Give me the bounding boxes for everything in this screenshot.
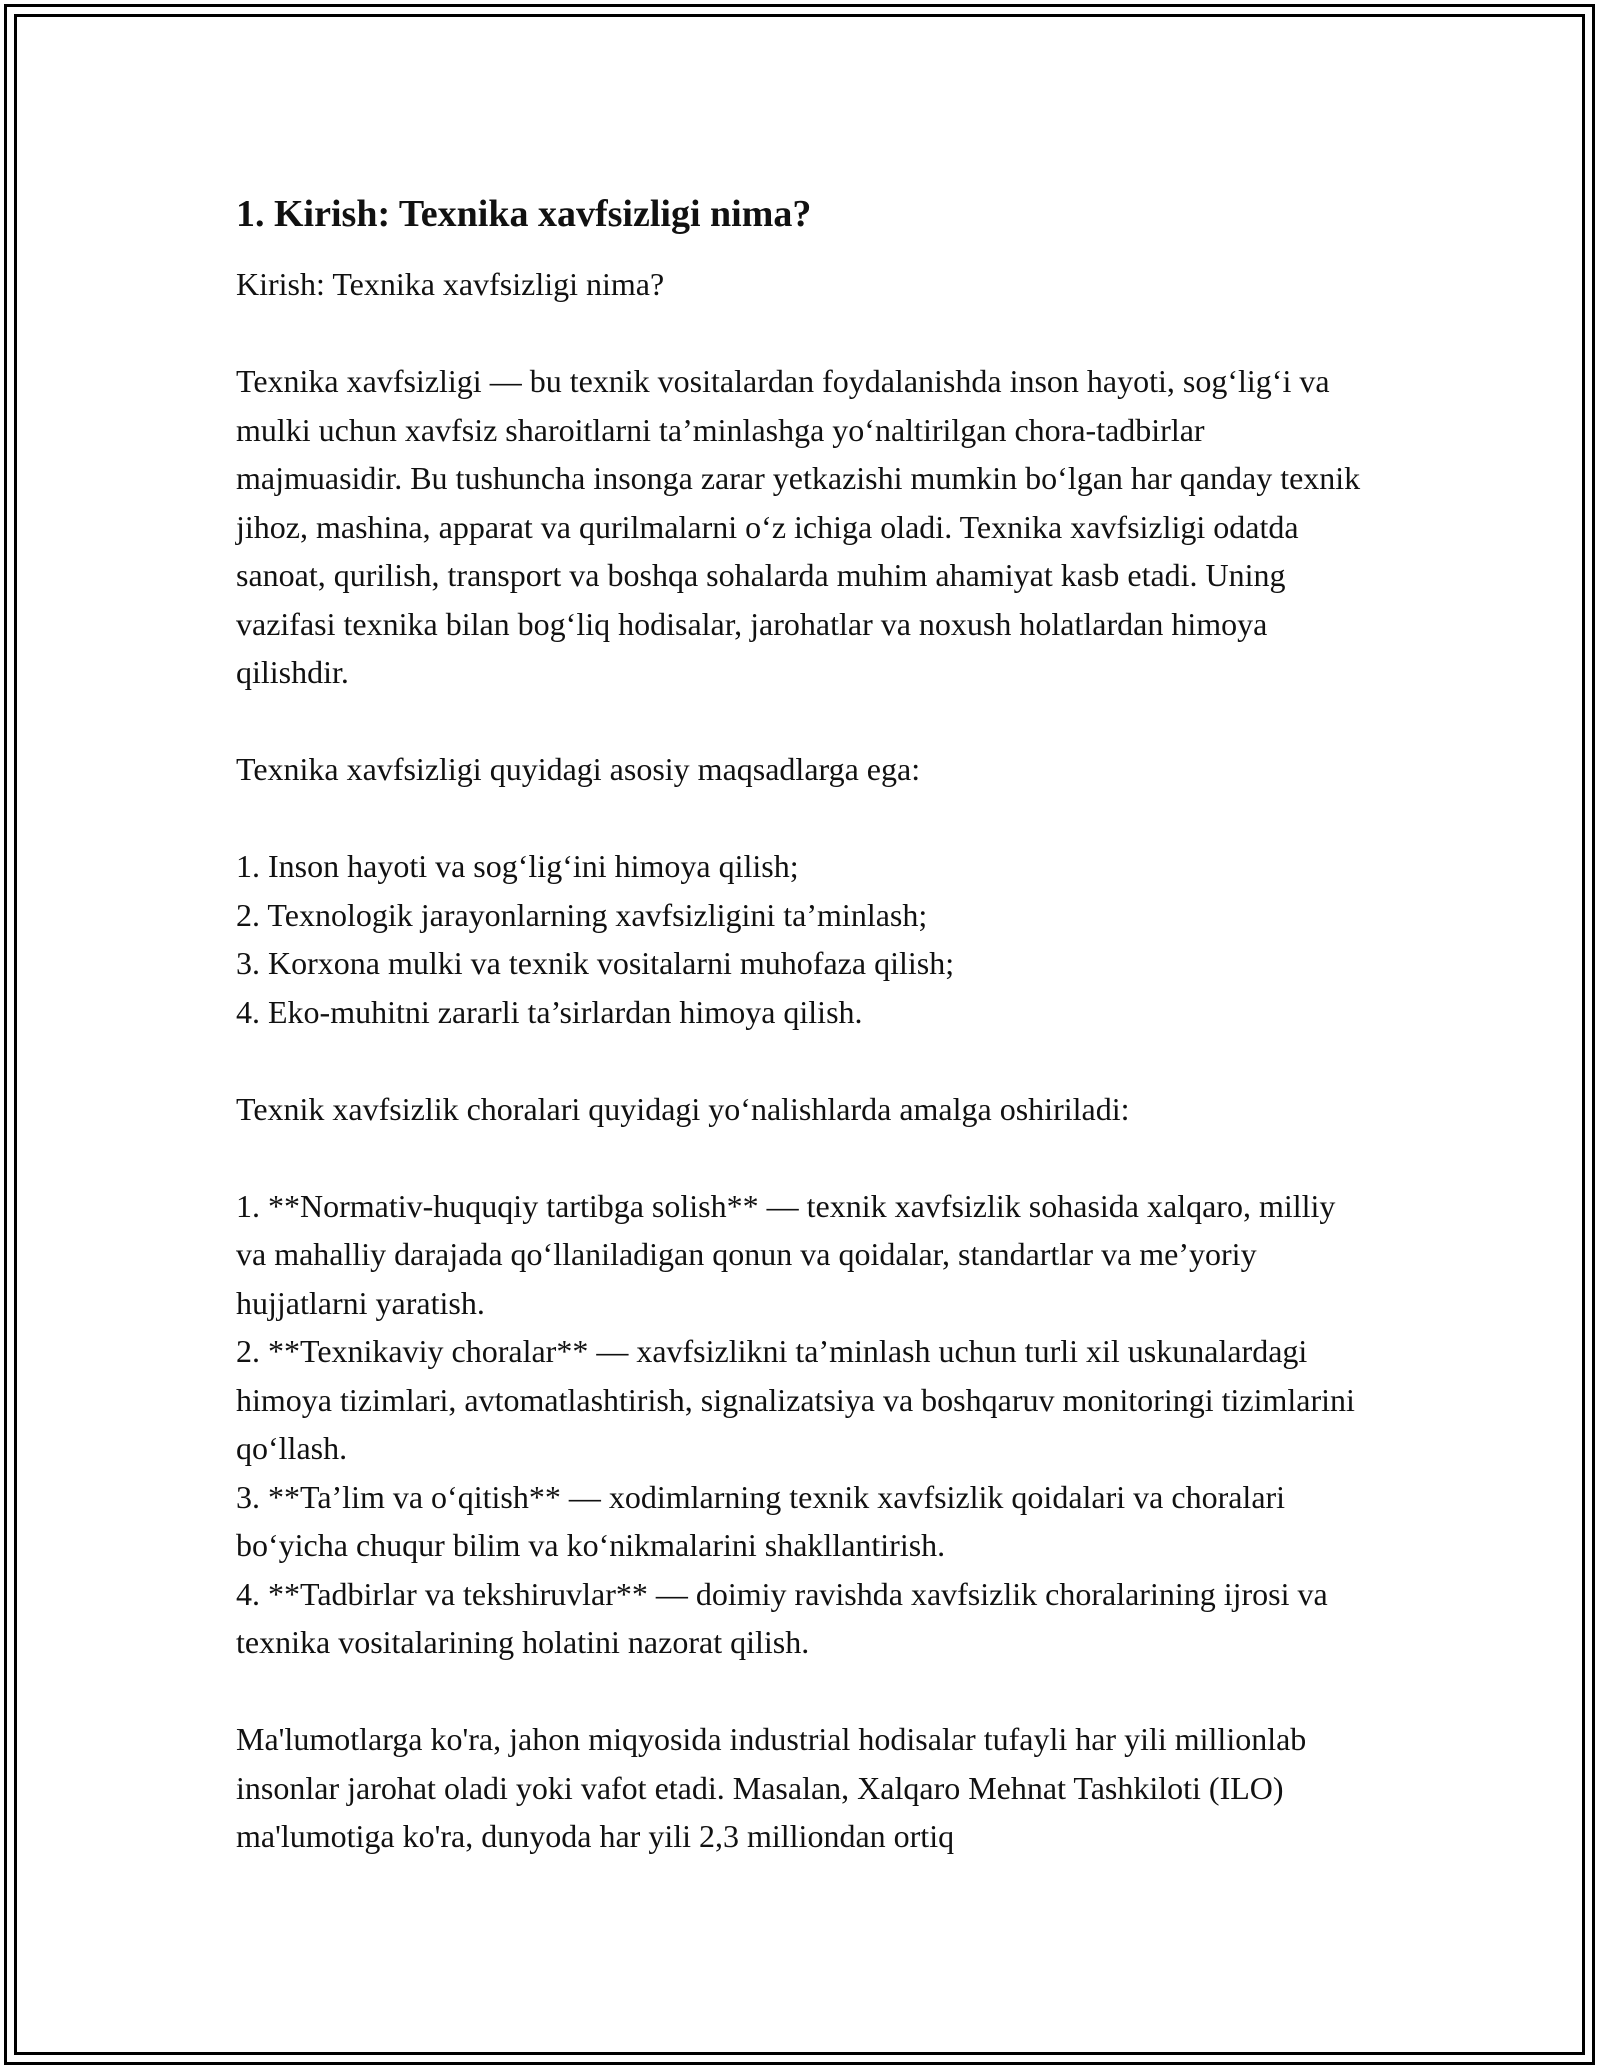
measure-item: 4. **Tadbirlar va tekshiruvlar** — doimiy ravishda xavfsizlik choralarining ijrosi va texnika vositalarining holatini nazorat qilish. — [236, 1575, 1328, 1660]
statistics-paragraph: Ma'lumotlarga ko'ra, jahon miqyosida industrial hodisalar tufayli har yili millionlab insonlar jarohat oladi yoki vafot etadi. Masalan, Xalqaro Mehnat Tashkiloti (ILO) ma'lumotiga ko'ra, dunyoda har yili 2,3 milliondan ortiq — [236, 1721, 1307, 1854]
goal-item: 3. Korxona mulki va texnik vositalarni muhofaza qilish; — [236, 945, 955, 981]
section-heading: 1. Kirish: Texnika xavfsizligi nima? — [236, 193, 812, 235]
document-body — [236, 190, 1366, 1861]
goals-list — [236, 842, 1366, 1036]
goals-intro: Texnika xavfsizligi quyidagi asosiy maqsadlarga ega: — [236, 751, 921, 787]
measure-item: 2. **Texnikaviy choralar** — xavfsizlikni ta’minlash uchun turli xil uskunalardagi himoya tizimlari, avtomatlashtirish, signalizatsiya va boshqaruv monitoringi tizimlarini qo‘llash. — [236, 1333, 1355, 1466]
measures-intro: Texnik xavfsizlik choralari quyidagi yo‘nalishlarda amalga oshiriladi: — [236, 1090, 1130, 1127]
measure-item: 1. **Normativ-huquqiy tartibga solish** — texnik xavfsizlik sohasida xalqaro, milliy va mahalliy darajada qo‘llaniladigan qonun va qoidalar, standartlar va me’yoriy hujjatlarni yaratish. — [236, 1187, 1336, 1321]
goal-item: 2. Texnologik jarayonlarning xavfsizligini ta’minlash; — [236, 896, 928, 933]
section-subtitle: Kirish: Texnika xavfsizligi nima? — [236, 266, 665, 302]
intro-paragraph: Texnika xavfsizligi — bu texnik vositalardan foydalanishda inson hayoti, sog‘lig‘i va mulki uchun xavfsiz sharoitlarni ta’minlashga yo‘naltirilgan chora-tadbirlar majmuasidir. Bu tushuncha insonga zarar yetkazishi mumkin bo‘lgan har qanday texnik jihoz, mashina, apparat va qurilmalarni o‘z ichiga oladi. Texnika xavfsizligi odatda sanoat, qurilish, transport va boshqa sohalarda muhim ahamiyat kasb etadi. Uning vazifasi texnika bilan bog‘liq hodisalar, jarohatlar va noxush holatlardan himoya qilishdir. — [236, 363, 1361, 690]
measure-item: 3. **Ta’lim va o‘qitish** — xodimlarning texnik xavfsizlik qoidalari va choralari bo‘yicha chuqur bilim va ko‘nikmalarini shakllantirish. — [236, 1478, 1286, 1563]
measures-list — [236, 1182, 1366, 1667]
goal-item: 1. Inson hayoti va sog‘lig‘ini himoya qilish; — [236, 848, 799, 884]
goal-item: 4. Eko-muhitni zararli ta’sirlardan himoya qilish. — [236, 993, 863, 1030]
